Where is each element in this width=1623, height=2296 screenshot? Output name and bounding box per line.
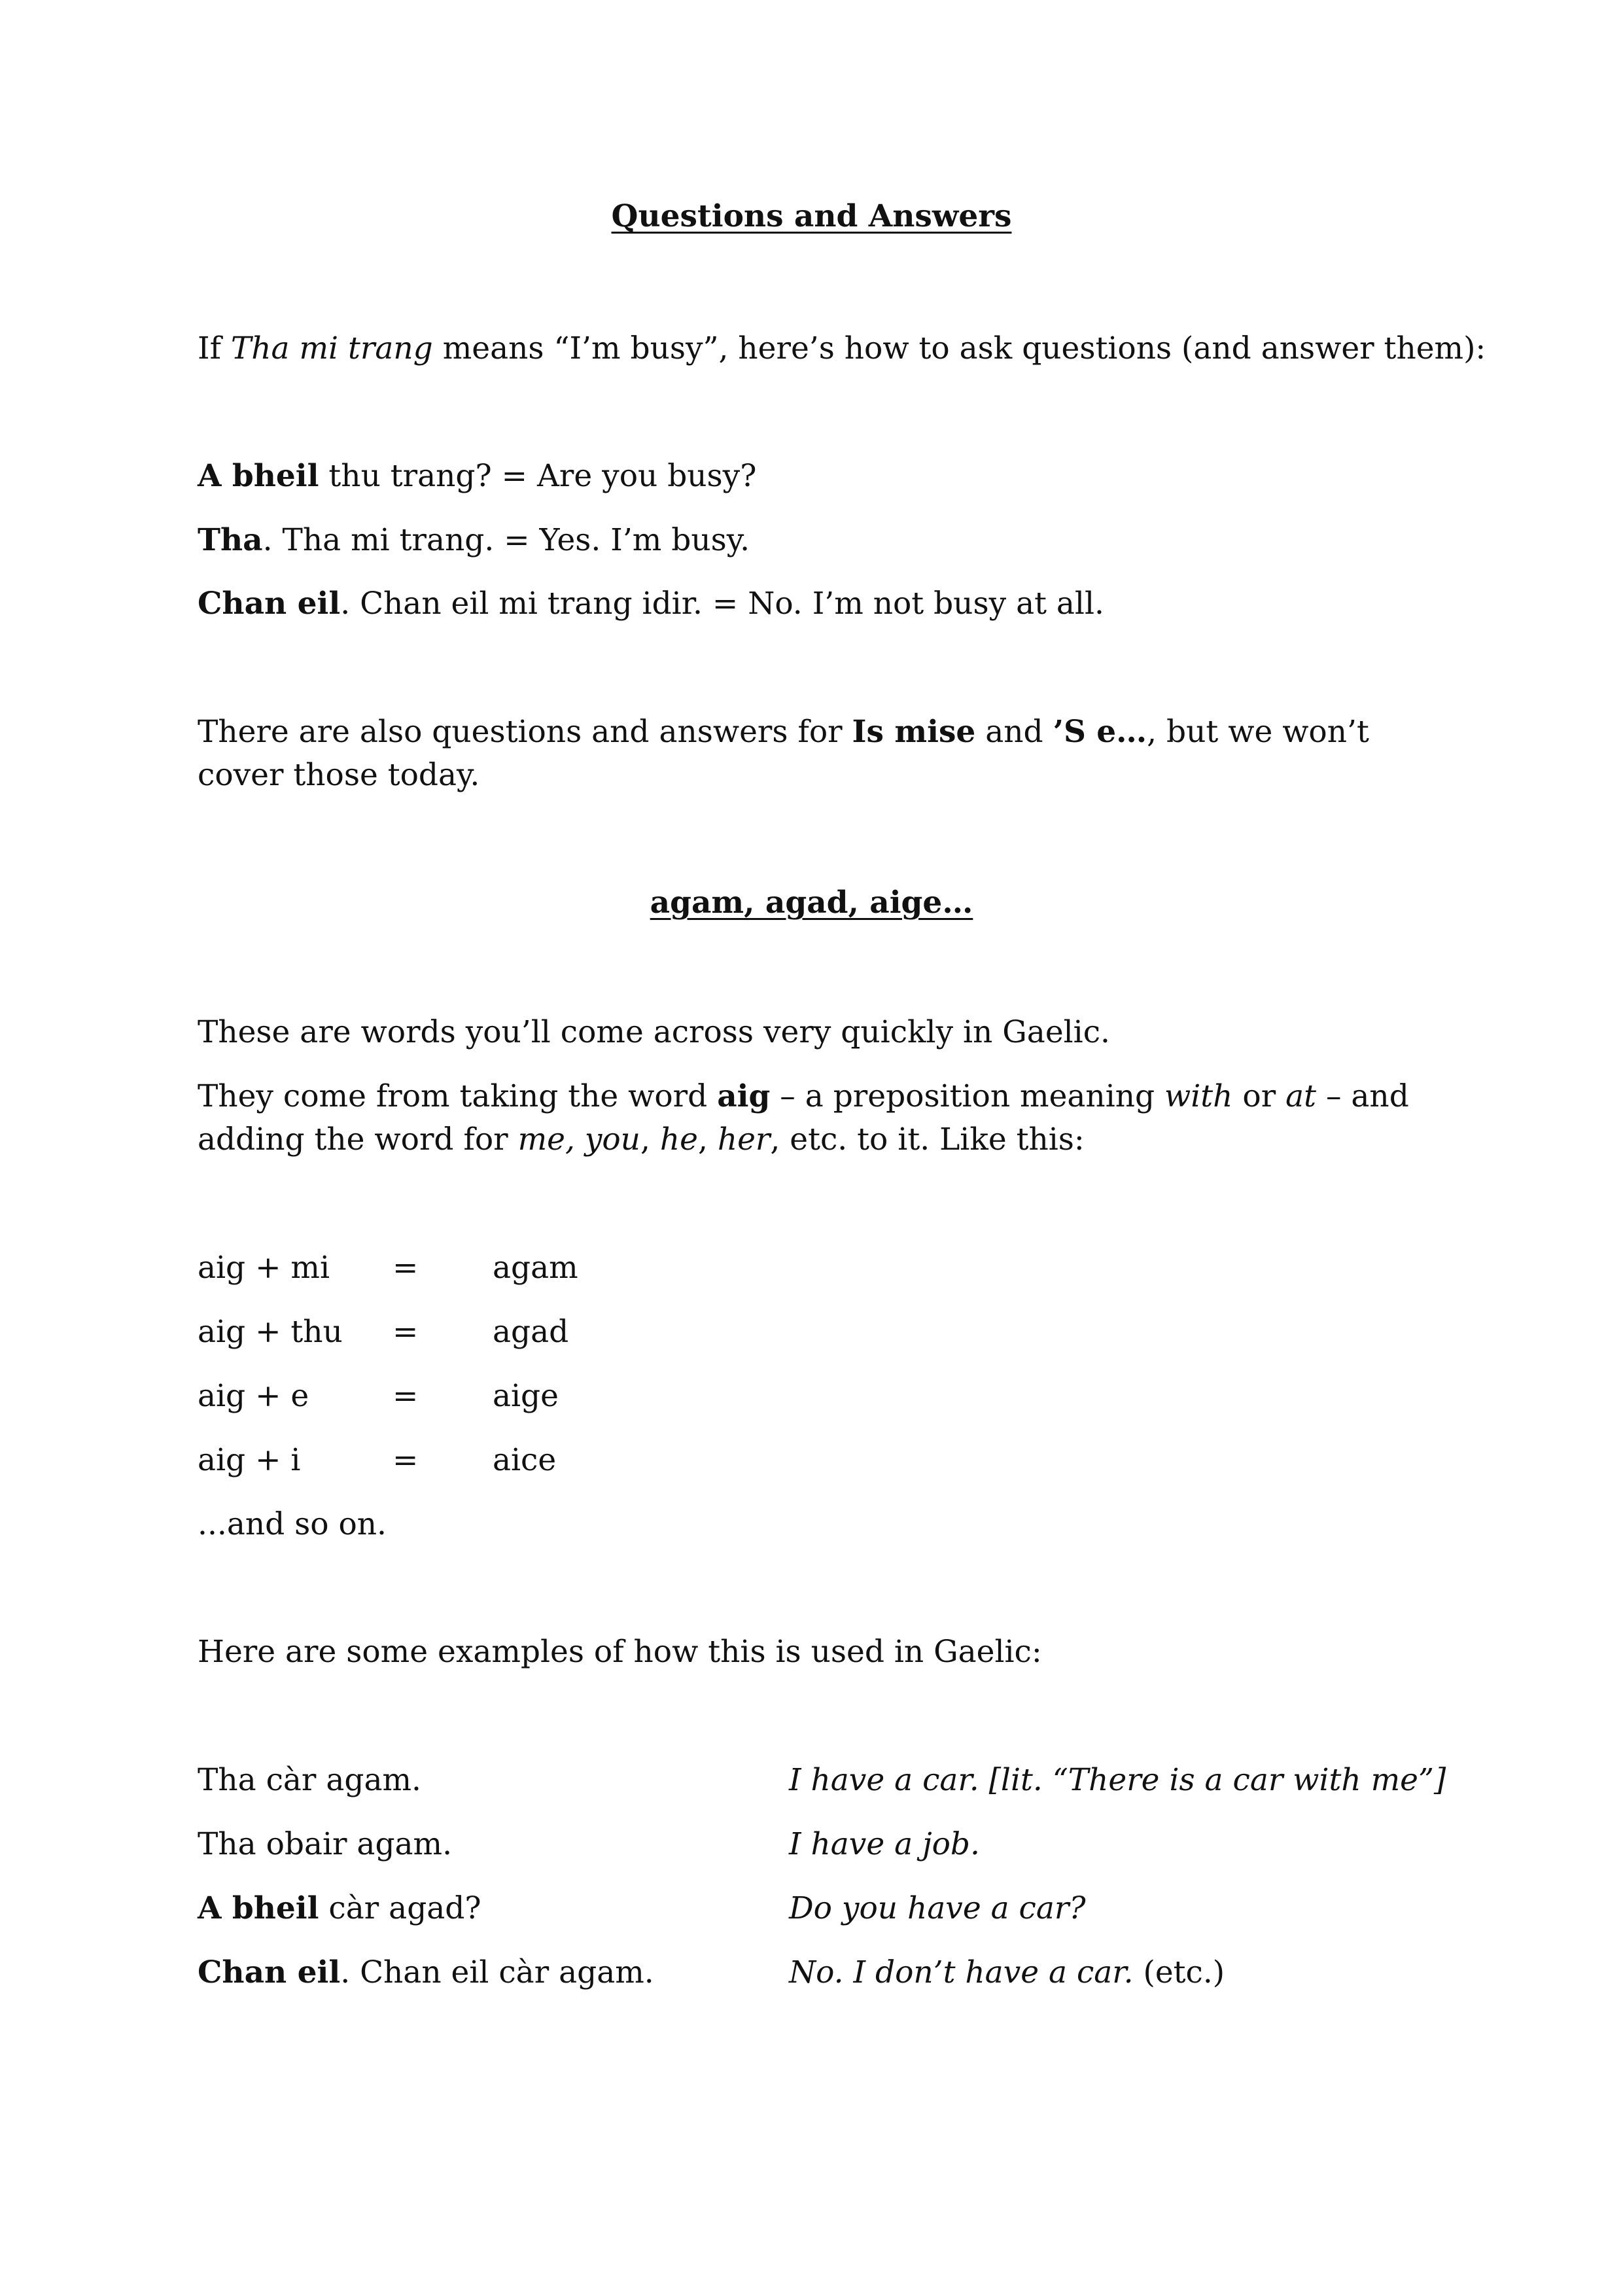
example-gaelic: Tha càr agam. <box>198 1762 421 1798</box>
examples-intro: Here are some examples of how this is used in Gaelic: <box>198 1634 1042 1670</box>
table-cell-equals: = <box>393 1314 419 1350</box>
heading-questions-and-answers: Questions and Answers <box>611 198 1012 234</box>
example-yes-answer: Tha. Tha mi trang. = Yes. I’m busy. <box>198 522 750 558</box>
table-cell-equals: = <box>393 1442 419 1478</box>
table-cell-equals: = <box>393 1378 419 1414</box>
example-gaelic: A bheil càr agad? <box>198 1890 481 1926</box>
table-cell-left: aig + i <box>198 1442 301 1478</box>
table-cell-left: aig + thu <box>198 1314 343 1350</box>
intro-paragraph: If Tha mi trang means “I’m busy”, here’s how to ask questions (and answer them): <box>198 330 1486 366</box>
example-english: No. I don’t have a car. (etc.) <box>789 1954 1225 1990</box>
table-cell-left: aig + mi <box>198 1250 330 1286</box>
table-cell-right: aige <box>493 1378 559 1414</box>
heading-agam-agad-aige: agam, agad, aige… <box>650 885 973 921</box>
table-cell-left: aig + e <box>198 1378 309 1414</box>
example-english: Do you have a car? <box>789 1890 1086 1926</box>
paragraph-aig-explanation: They come from taking the word aig – a preposition meaning with or at – and adding the word for me, you, he, her, etc. to it. Like this: <box>198 1078 1409 1157</box>
example-english: I have a car. [lit. “There is a car with me”] <box>789 1762 1446 1798</box>
example-gaelic: Chan eil. Chan eil càr agam. <box>198 1954 654 1990</box>
example-question: A bheil thu trang? = Are you busy? <box>198 458 757 494</box>
intro-term: Tha mi trang <box>230 330 433 366</box>
and-so-on: ...and so on. <box>198 1506 387 1542</box>
example-gaelic: Tha obair agam. <box>198 1826 453 1862</box>
table-cell-right: agad <box>493 1314 569 1350</box>
table-cell-equals: = <box>393 1250 419 1286</box>
example-no-answer: Chan eil. Chan eil mi trang idir. = No. I’m not busy at all. <box>198 586 1104 622</box>
paragraph-words-intro: These are words you’ll come across very quickly in Gaelic. <box>198 1014 1110 1050</box>
table-cell-right: aice <box>493 1442 557 1478</box>
note-paragraph: There are also questions and answers for Is mise and ’S e…, but we won’t cover those today. <box>198 714 1369 793</box>
table-cell-right: agam <box>493 1250 578 1286</box>
example-english: I have a job. <box>789 1826 980 1862</box>
